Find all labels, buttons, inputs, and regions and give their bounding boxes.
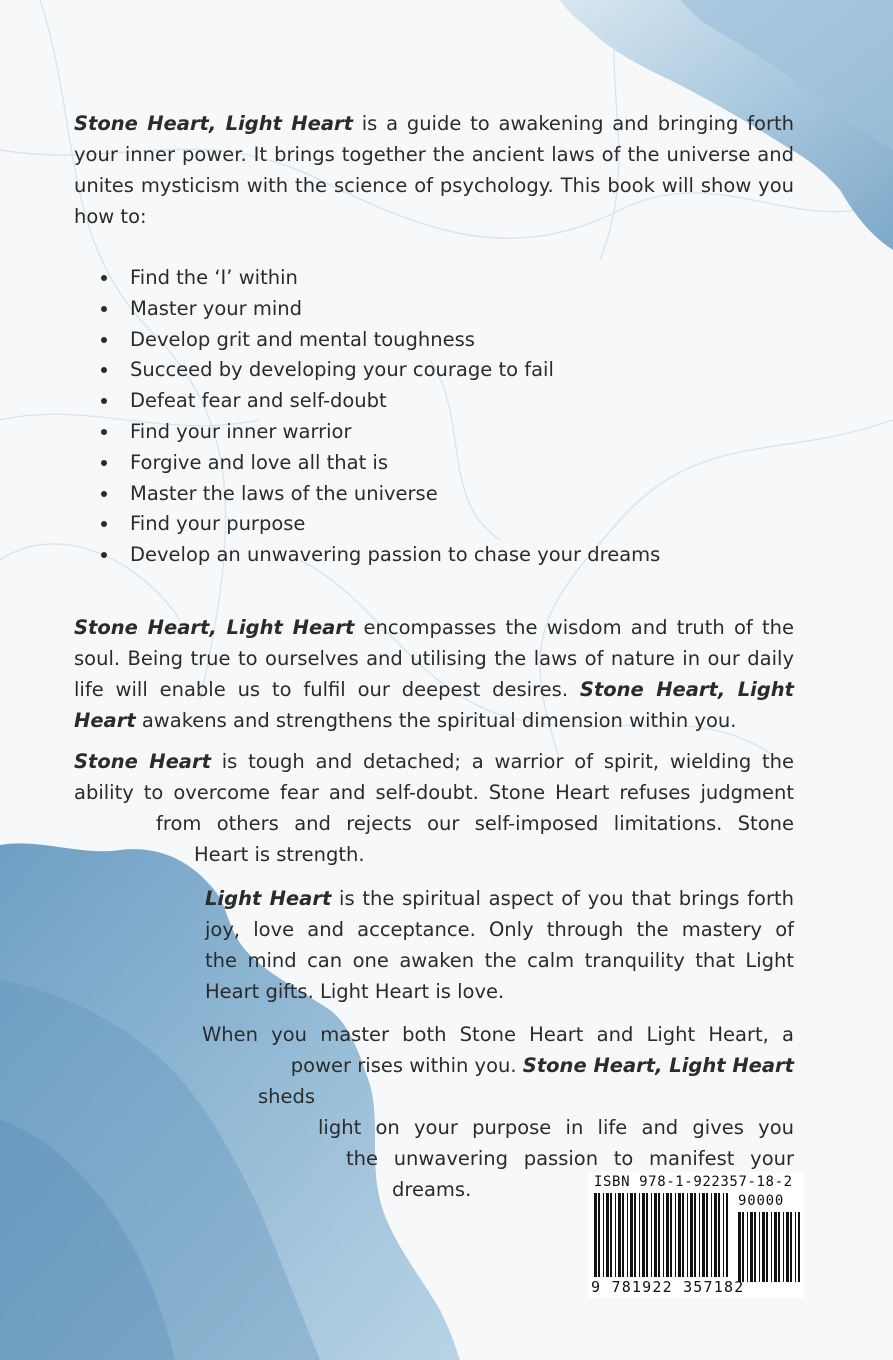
- bullet-icon: [101, 337, 107, 343]
- barcode-bar: [615, 1193, 616, 1277]
- barcode-bar: [694, 1193, 696, 1277]
- barcode-bar: [690, 1193, 693, 1277]
- barcode-bar: [706, 1193, 708, 1277]
- benefits-list: [74, 263, 660, 571]
- bullet-icon: [101, 460, 107, 466]
- barcode-bar: [711, 1193, 712, 1277]
- list-item: Find the ‘I’ within: [74, 263, 660, 294]
- text-line: Heart gifts. Light Heart is love.: [205, 980, 505, 1003]
- barcode-bar: [663, 1193, 664, 1277]
- book-title-bold: Stone Heart, Light Heart: [74, 112, 353, 135]
- barcode-bar: [639, 1193, 640, 1277]
- addon-barcode: [738, 1212, 800, 1282]
- barcode-bar: [778, 1212, 780, 1282]
- text-line: ability to overcome fear and self-doubt. Stone Heart refuses judgment: [74, 781, 794, 804]
- list-item: Develop grit and mental toughness: [74, 325, 660, 356]
- list-item: Find your purpose: [74, 509, 660, 540]
- barcode-bar: [702, 1193, 705, 1277]
- barcode-bar: [750, 1212, 753, 1282]
- bullet-icon: [101, 552, 107, 558]
- stone-heart-paragraph: [74, 746, 794, 870]
- barcode-bar: [666, 1193, 669, 1277]
- isbn-label: ISBN 978-1-922357-18-2: [594, 1174, 793, 1190]
- book-title-bold: Stone Heart, Light Heart: [74, 678, 794, 732]
- barcode-bar: [759, 1212, 760, 1282]
- list-item: Master your mind: [74, 294, 660, 325]
- text-line: When you master both Stone Heart and Light Heart, a: [202, 1023, 794, 1046]
- barcode-bar: [786, 1212, 789, 1282]
- barcode-bar: [622, 1193, 624, 1277]
- bullet-icon: [101, 367, 107, 373]
- bullet-icon: [101, 429, 107, 435]
- barcode-bar: [603, 1193, 604, 1277]
- light-heart-bold: Light Heart: [205, 887, 332, 910]
- barcode-bar: [682, 1193, 684, 1277]
- text-line: power rises within you. Stone Heart, Light Heart sheds: [258, 1054, 794, 1108]
- list-item: Develop an unwavering passion to chase your dreams: [74, 540, 660, 571]
- barcode-bar: [774, 1212, 777, 1282]
- barcode-bar: [754, 1212, 756, 1282]
- barcode-bar: [630, 1193, 633, 1277]
- barcode-bar: [646, 1193, 648, 1277]
- text-line: the unwavering passion to manifest your: [346, 1147, 794, 1170]
- text-line: from others and rejects our self-imposed limitations. Stone: [156, 812, 794, 835]
- barcode-bar: [766, 1212, 768, 1282]
- barcode-bar: [594, 1193, 597, 1277]
- barcode-bar: [687, 1193, 688, 1277]
- barcode-bar: [790, 1212, 792, 1282]
- barcode-bar: [726, 1193, 728, 1277]
- text-line: dreams.: [392, 1178, 472, 1201]
- barcode-bar: [618, 1193, 621, 1277]
- barcode-bar: [762, 1212, 765, 1282]
- bullet-icon: [101, 275, 107, 281]
- text-line: the mind can one awaken the calm tranquility that Light: [205, 949, 794, 972]
- barcode-bar: [678, 1193, 681, 1277]
- text-line: light on your purpose in life and gives you: [318, 1116, 794, 1139]
- book-title-bold: Stone Heart, Light Heart: [522, 1054, 794, 1077]
- wisdom-paragraph: Stone Heart, Light Heart encompasses the wisdom and truth of the soul. Being true to ourselves and utilising the laws of nature in our daily life will enable us to fulfil our deepest desires. Stone Heart, Light Heart awakens and strengthens the spiritual dimension within you.: [74, 616, 794, 732]
- barcode-bar: [771, 1212, 772, 1282]
- barcode-bar: [718, 1193, 720, 1277]
- list-item: Succeed by developing your courage to fail: [74, 355, 660, 386]
- list-item: Master the laws of the universe: [74, 479, 660, 510]
- price-addon-number: 90000: [738, 1193, 785, 1209]
- barcode-bar: [642, 1193, 645, 1277]
- barcode-bar: [670, 1193, 672, 1277]
- list-item: Forgive and love all that is: [74, 448, 660, 479]
- barcode-bar: [747, 1212, 748, 1282]
- barcode-bar: [795, 1212, 796, 1282]
- text-line: Stone Heart is tough and detached; a warrior of spirit, wielding the: [74, 750, 794, 773]
- ean-barcode: [594, 1193, 728, 1277]
- light-heart-paragraph: [205, 883, 794, 1007]
- intro-paragraph: [74, 108, 794, 232]
- text-line: joy, love and acceptance. Only through the mastery of: [205, 918, 794, 941]
- barcode-bar: [723, 1193, 724, 1277]
- barcode-bar: [738, 1212, 741, 1282]
- bullet-icon: [101, 521, 107, 527]
- barcode-bar: [654, 1193, 657, 1277]
- list-item: Defeat fear and self-doubt: [74, 386, 660, 417]
- ean-number: 9 781922 357182: [591, 1278, 745, 1296]
- barcode-bar: [783, 1212, 784, 1282]
- bullet-icon: [101, 398, 107, 404]
- barcode-bar: [651, 1193, 652, 1277]
- barcode-bar: [714, 1193, 717, 1277]
- barcode-bar: [658, 1193, 660, 1277]
- text-line: Light Heart is the spiritual aspect of you that brings forth: [205, 887, 795, 910]
- barcode-bar: [627, 1193, 628, 1277]
- list-item: Find your inner warrior: [74, 417, 660, 448]
- bullet-icon: [101, 491, 107, 497]
- text-line: Heart is strength.: [194, 843, 365, 866]
- barcode-bar: [675, 1193, 676, 1277]
- book-title-bold: Stone Heart, Light Heart: [74, 616, 355, 639]
- stone-heart-bold: Stone Heart: [74, 750, 211, 773]
- barcode-bar: [699, 1193, 700, 1277]
- barcode-bar: [606, 1193, 609, 1277]
- bullet-icon: [101, 306, 107, 312]
- barcode-bar: [610, 1193, 612, 1277]
- barcode-bar: [742, 1212, 744, 1282]
- barcode-bar: [798, 1212, 800, 1282]
- barcode-bar: [598, 1193, 600, 1277]
- intro-text: is a guide to awakening and bringing forth your inner power. It brings together the ancient laws of the universe and unites mysticism with the science of psychology. This book will show you how to:: [74, 112, 794, 228]
- barcode-bar: [634, 1193, 636, 1277]
